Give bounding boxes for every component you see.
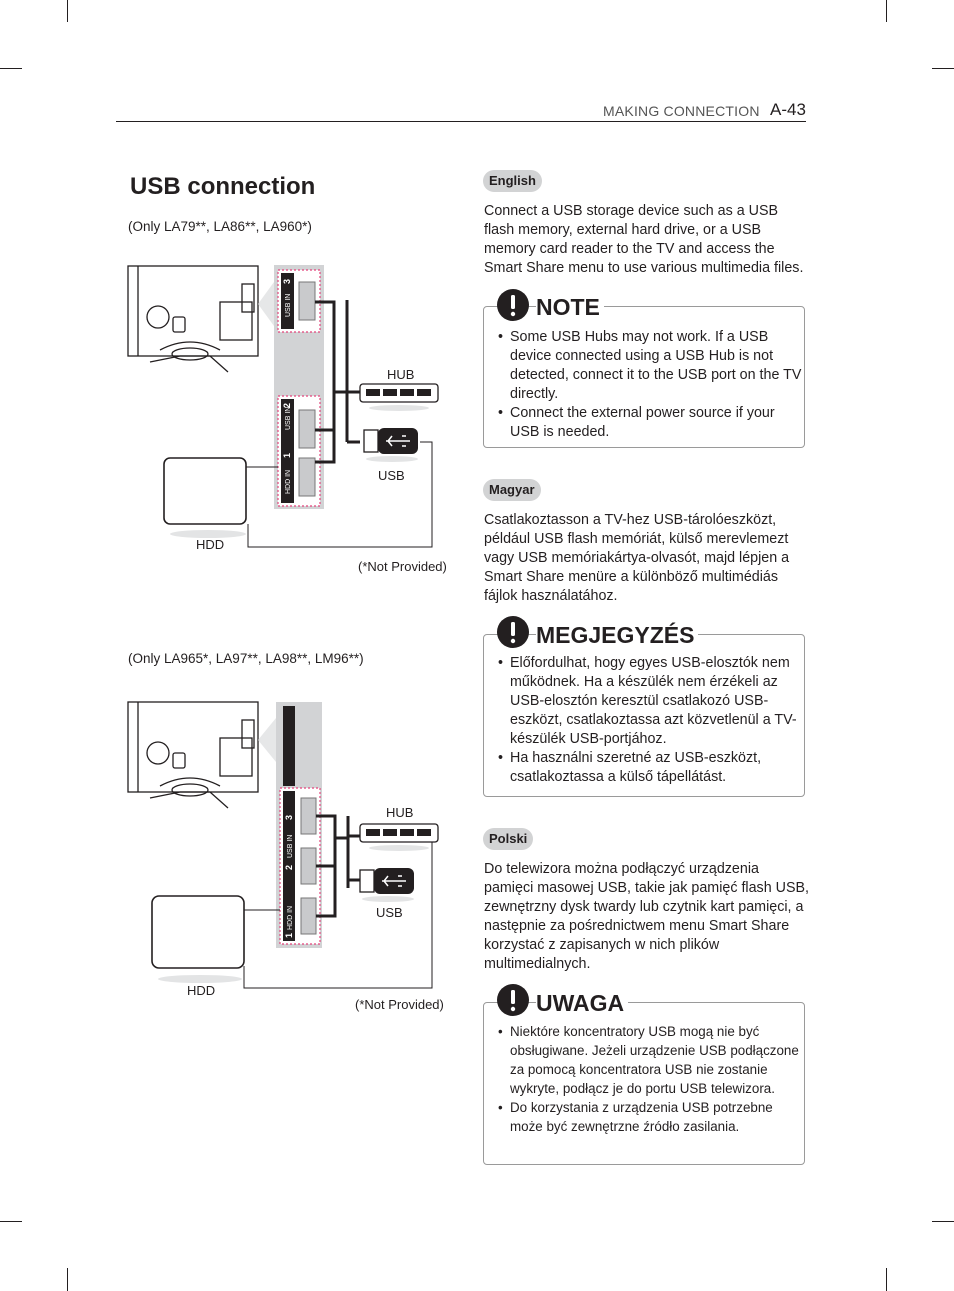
note-title: MEGJEGYZÉS <box>536 622 698 649</box>
usb-label: USB <box>378 468 405 483</box>
note-item: • Do korzystania z urządzenia USB potrzebne może być zewnętrzne źródło zasilania. <box>498 1100 773 1134</box>
port-number-3: 3 <box>284 814 294 820</box>
language-badge-english: English <box>483 170 542 192</box>
section-body-magyar: Csatlakoztasson a TV-hez USB-tárolóeszközt, például USB flash memóriát, külső merevlemezt vagy USB memóriakártya-olvasót, majd lépjen a Smart Share menüre a különböző multimédiás fájlok használatához. <box>484 512 790 604</box>
usb-flash-drive <box>360 868 414 902</box>
connection-diagram-2 <box>120 698 450 1008</box>
note-item: • Connect the external power source if your USB is needed. <box>498 405 775 440</box>
tv-rear-illustration <box>128 702 258 808</box>
hub-label: HUB <box>386 805 414 820</box>
port-label-strip <box>283 706 295 786</box>
section-body-polski: Do telewizora można podłączyć urządzenia pamięci masowej USB, takie jak pamięć flash USB, zewnętrzny dysk twardy lub czytnik kart pamięci, a następnie za pośrednictwem menu Smart Share korzystać z zapisanych w nich plików multimedialnych. <box>484 861 809 972</box>
models-note: (Only LA965*, LA97**, LA98**, LM96**) <box>128 651 364 666</box>
usb-port-1 <box>301 898 316 934</box>
note-item: • Niektóre koncentratory USB mogą nie być obsługiwane. Jeżeli urządzenie USB podłączone za pomocą koncentratora USB nie zostanie wykryte, podłącz je do portu USB telewizora. <box>498 1024 799 1096</box>
usb-hub <box>360 384 438 411</box>
language-badge-polski: Polski <box>483 828 533 850</box>
usb-label: USB <box>376 905 403 920</box>
page-number: A-43 <box>770 100 806 119</box>
port-number-1: 1 <box>282 452 292 458</box>
language-badge-magyar: Magyar <box>483 479 541 501</box>
not-provided-label: (*Not Provided) <box>355 997 444 1012</box>
crop-mark <box>67 1268 68 1291</box>
usb-in-label: USB IN <box>285 293 292 317</box>
port-number-2: 2 <box>282 402 292 408</box>
warning-icon <box>496 615 530 649</box>
note-item: • Ha használni szeretné az USB-eszközt, csatlakoztassa a külső tápellátást. <box>498 750 762 785</box>
usb-cables <box>316 816 360 916</box>
warning-icon <box>496 983 530 1017</box>
header-rule <box>116 121 806 122</box>
crop-mark <box>932 1221 954 1222</box>
crop-mark <box>0 1221 22 1222</box>
connection-diagram-1-svg <box>120 262 450 562</box>
connection-diagram-2-svg <box>120 698 450 1008</box>
port-number-2: 2 <box>284 864 294 870</box>
crop-mark <box>886 1268 887 1291</box>
crop-mark <box>932 68 954 69</box>
usb-in-label: USB IN <box>285 406 292 430</box>
crop-mark <box>0 68 22 69</box>
not-provided-label: (*Not Provided) <box>358 559 447 574</box>
callout-pointer <box>258 282 274 326</box>
usb-port-3 <box>301 798 316 834</box>
hdd-label: HDD <box>187 983 216 998</box>
note-item: • Some USB Hubs may not work. If a USB device connected using a USB Hub is not detected, connect it to the USB port on the TV directly. <box>498 329 802 402</box>
section-body-english: Connect a USB storage device such as a USB flash memory, external hard drive, or a USB memory card reader to the TV and access the Smart Share menu to use various multimedia files. <box>484 203 804 276</box>
hdd-in-label: HDD IN <box>287 905 294 930</box>
note-title: UWAGA <box>536 990 628 1017</box>
connection-diagram-1 <box>120 262 450 562</box>
note-item: • Előfordulhat, hogy egyes USB-elosztók nem működnek. Ha a készülék nem érzékeli az USB-elosztón keresztül csatlakozó USB-eszközt, csatlakoztassa azt közvetlenül a TV-készülék USB-portjához. <box>498 655 797 747</box>
port-number-1: 1 <box>284 932 294 938</box>
note-box-english <box>483 306 805 448</box>
models-note: (Only LA79**, LA86**, LA960*) <box>128 219 312 234</box>
callout-pointer <box>258 718 276 762</box>
usb-hub <box>360 824 438 851</box>
warning-icon <box>496 288 530 322</box>
usb-port-3 <box>299 282 315 320</box>
usb-flash-drive <box>364 428 418 462</box>
section-name: MAKING CONNECTION <box>603 103 760 119</box>
note-box-magyar <box>483 634 805 797</box>
external-hdd <box>152 896 244 983</box>
usb-port-2 <box>301 848 316 884</box>
usb-in-label: USB IN <box>287 834 294 858</box>
hub-label: HUB <box>387 367 415 382</box>
note-box-polski <box>483 1002 805 1165</box>
tv-rear-illustration <box>128 266 258 372</box>
crop-mark <box>67 0 68 22</box>
usb-port-1 <box>299 458 315 496</box>
crop-mark <box>886 0 887 22</box>
usb-port-2 <box>299 410 315 448</box>
page-title: USB connection <box>130 173 316 200</box>
hdd-in-label: HDD IN <box>285 469 292 494</box>
note-title: NOTE <box>536 294 604 321</box>
hdd-label: HDD <box>196 537 225 552</box>
hdd-cable <box>244 838 432 988</box>
port-number-3: 3 <box>282 278 292 284</box>
external-hdd <box>164 458 246 538</box>
